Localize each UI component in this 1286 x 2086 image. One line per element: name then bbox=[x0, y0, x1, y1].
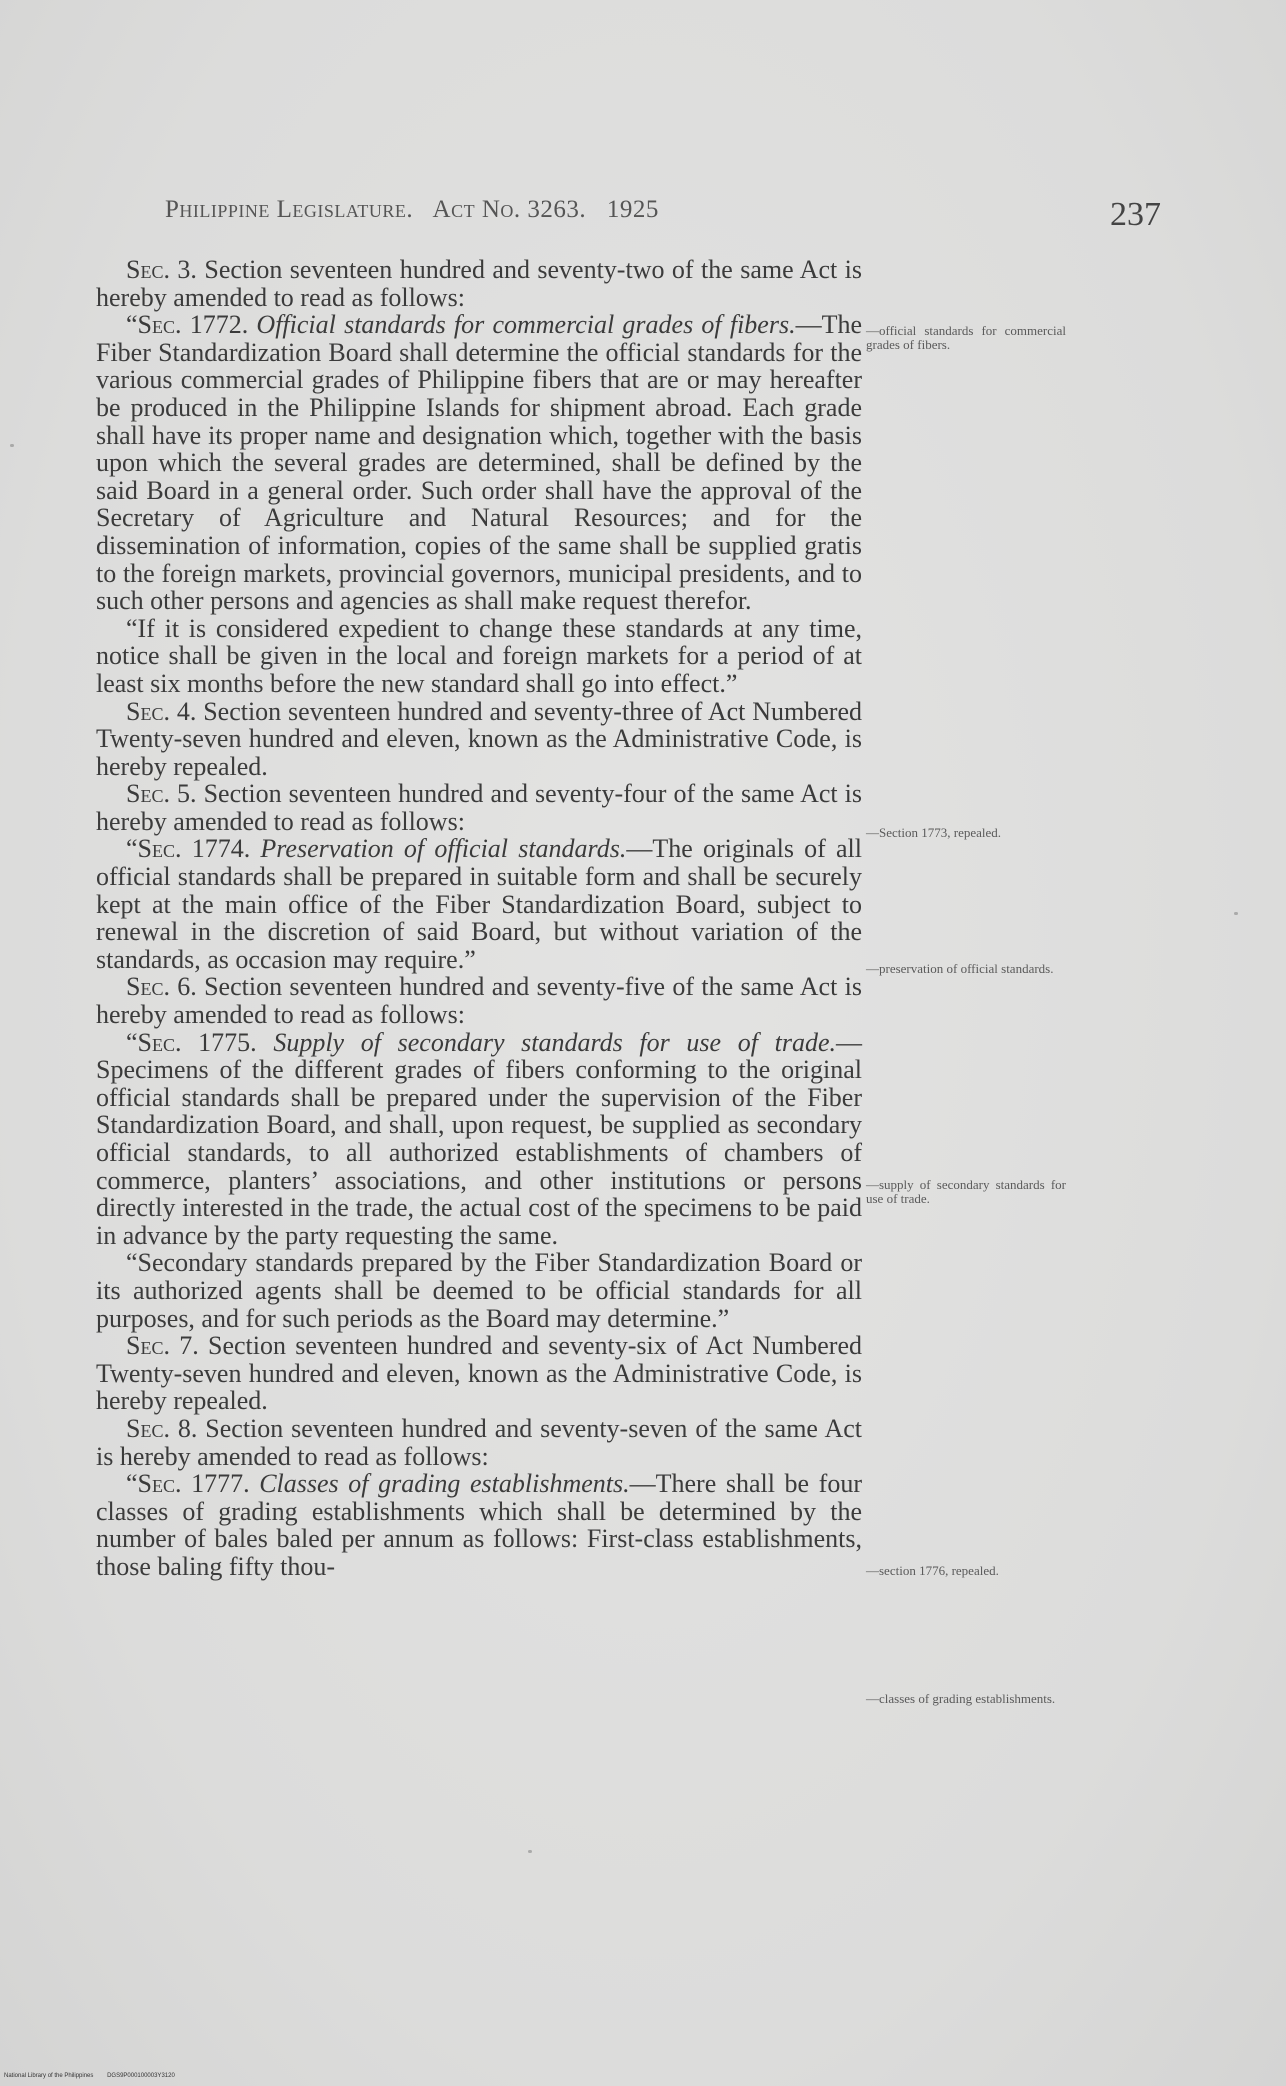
act-number: Act No. 3263. bbox=[432, 196, 587, 223]
paragraph-change-standards bbox=[96, 615, 862, 698]
section-heading: Supply of secondary standards for use of trade. bbox=[256, 1027, 836, 1057]
section-label: Sec. 5. bbox=[126, 779, 197, 809]
section-label: “Sec. 1777. bbox=[126, 1469, 250, 1499]
paragraph-text: —Specimens of the different grades of fibers conforming to the original official standards shall be prepared under the supervision of the Fiber Standardization Board, and shall, upon request, be supplied as secondary official standards, to all authorized establishments of chambers of commerce, planters’ associations, and other institutions or persons directly interested in the trade, the actual cost of the specimens to be paid in advance by the party requesting the same. bbox=[96, 1027, 862, 1250]
paragraph-sec-5 bbox=[96, 780, 862, 835]
section-label: “Sec. 1774. bbox=[126, 834, 251, 864]
section-label: Sec. 7. bbox=[126, 1331, 199, 1361]
paragraph-text: —The Fiber Standardization Board shall determine the official standards for the various commercial grades of Philippine fibers that are or may hereafter be produced in the Philippine Islands for shipment abroad. Each grade shall have its proper name and designation which, together with the basis upon which the several grades are determined, shall be defined by the said Board in a general order. Such order shall have the approval of the Secretary of Agriculture and Natural Resources; and for the dissemination of information, copies of the same shall be supplied gratis to the foreign markets, provincial governors, municipal presidents, and to such other persons and agencies as shall make request therefor. bbox=[96, 310, 862, 616]
paragraph-sec-3 bbox=[96, 256, 862, 311]
section-label: Sec. 8. bbox=[126, 1413, 198, 1443]
paragraph-text: Section seventeen hundred and seventy-two of the same Act is hereby amended to read as follows: bbox=[96, 255, 862, 312]
header-year: 1925 bbox=[606, 196, 659, 223]
margin-note: —classes of grading establishments. bbox=[866, 1691, 1056, 1706]
paragraph-sec-1775 bbox=[96, 1029, 862, 1250]
margin-note: —preservation of official standards. bbox=[866, 961, 1054, 976]
margin-note: —supply of secondary standards for use of trade. bbox=[866, 1177, 1066, 1206]
paragraph-secondary-standards bbox=[96, 1249, 862, 1332]
section-heading: Classes of grading establishments. bbox=[249, 1469, 630, 1499]
scan-speck bbox=[1234, 912, 1238, 915]
section-label: “Sec. 1772. bbox=[126, 310, 249, 340]
paragraph-text: Section seventeen hundred and seventy-five of the same Act is hereby amended to read as follows: bbox=[96, 972, 862, 1030]
scan-footer bbox=[4, 2073, 187, 2079]
paragraph-sec-4 bbox=[96, 698, 862, 781]
footer-library: National Library of the Philippines bbox=[4, 2073, 94, 2079]
section-label: Sec. 4. bbox=[126, 696, 197, 726]
paragraph-text: Section seventeen hundred and seventy-four of the same Act is hereby amended to read as follows: bbox=[96, 779, 863, 836]
scan-speck bbox=[10, 444, 14, 447]
paragraph-sec-1774 bbox=[96, 835, 862, 973]
paragraph-text: Section seventeen hundred and seventy-six of Act Numbered Twenty-seven hundred and eleven, known as the Administrative Code, is hereby repealed. bbox=[96, 1331, 862, 1416]
paragraph-text: Section seventeen hundred and seventy-seven of the same Act is hereby amended to read as follows: bbox=[96, 1413, 862, 1471]
scan-speck bbox=[528, 1850, 532, 1853]
paragraph-text: “If it is considered expedient to change these standards at any time, notice shall be given in the local and foreign markets for a period of at least six months before the new standard shall go into effect.” bbox=[96, 613, 862, 698]
margin-note: —section 1776, repealed. bbox=[866, 1563, 999, 1578]
running-header bbox=[165, 196, 673, 224]
paragraph-sec-1772 bbox=[96, 311, 862, 615]
paragraph-sec-8 bbox=[96, 1415, 862, 1470]
footer-id: DGS9P000100003Y3120 bbox=[107, 2073, 175, 2079]
paragraph-text: —There shall be four classes of grading establishments which shall be determined by the number of bales baled per annum as follows: First-class establishments, those baling fifty thou- bbox=[96, 1469, 862, 1581]
section-heading: Official standards for commercial grades of fibers. bbox=[248, 310, 796, 340]
paragraph-text: —The originals of all official standards shall be prepared in suitable form and shall be securely kept at the main office of the Fiber Standardization Board, subject to renewal in the discretion of said Board, but without variation of the standards, as occasion may require.” bbox=[96, 834, 862, 974]
body-text bbox=[96, 256, 862, 1581]
section-heading: Preservation of official standards. bbox=[250, 834, 627, 864]
section-label: “Sec. 1775. bbox=[126, 1027, 257, 1057]
margin-note: —Section 1773, repealed. bbox=[866, 825, 1002, 840]
page-number: 237 bbox=[1110, 196, 1161, 233]
section-label: Sec. 6. bbox=[126, 972, 197, 1002]
paragraph-text: “Secondary standards prepared by the Fiber Standardization Board or its authorized agents shall be deemed to be official standards for all purposes, and for such periods as the Board may determine.” bbox=[96, 1248, 862, 1333]
paragraph-text: Section seventeen hundred and seventy-three of Act Numbered Twenty-seven hundred and eleven, known as the Administrative Code, is hereby repealed. bbox=[96, 696, 862, 781]
paragraph-sec-1777 bbox=[96, 1470, 862, 1580]
section-label: Sec. 3. bbox=[126, 255, 197, 284]
paragraph-sec-7 bbox=[96, 1332, 862, 1415]
paragraph-sec-6 bbox=[96, 973, 862, 1028]
running-title: Philippine Legislature. bbox=[165, 196, 414, 223]
margin-note: —official standards for commercial grades of fibers. bbox=[866, 323, 1066, 352]
